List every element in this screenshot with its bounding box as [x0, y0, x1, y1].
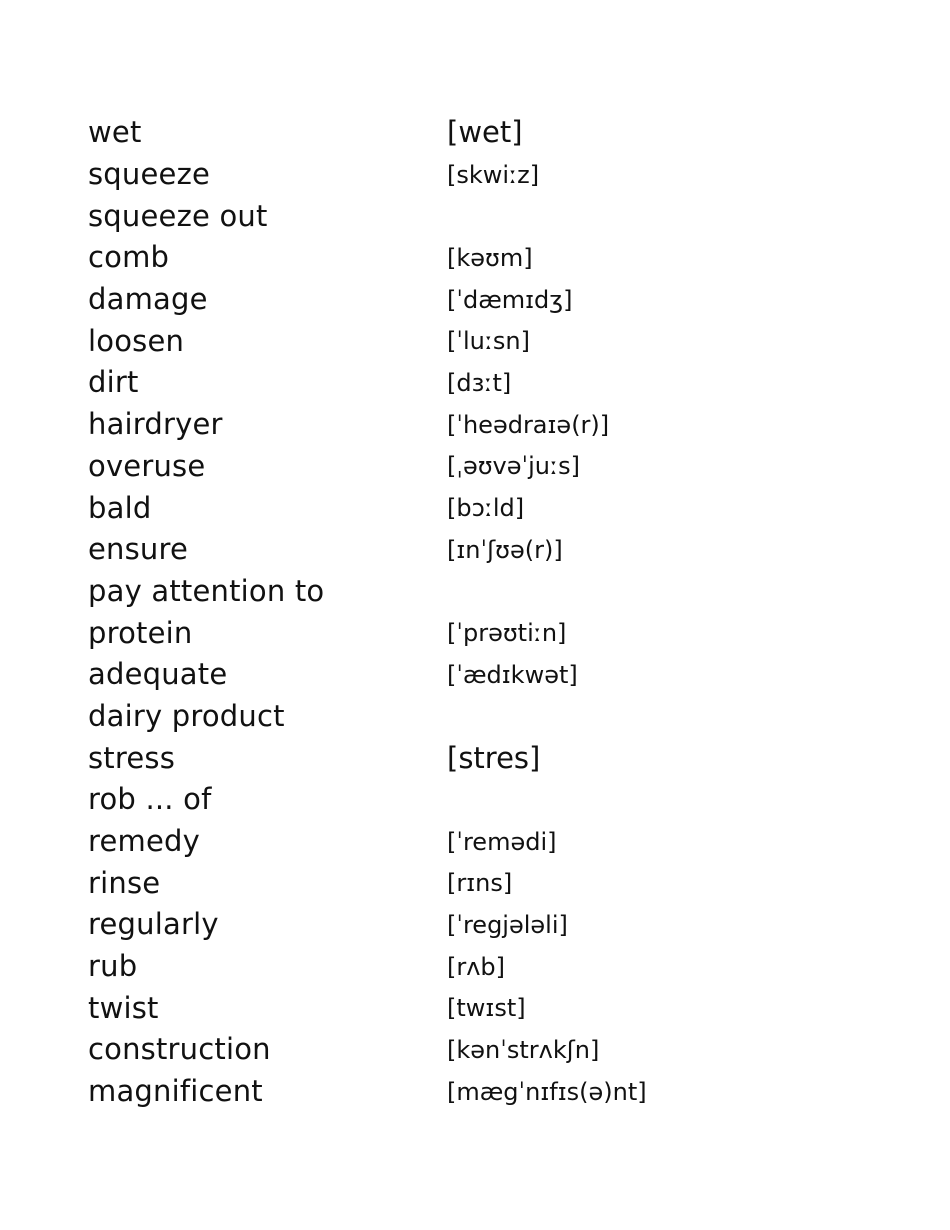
vocab-row — [88, 654, 868, 696]
vocab-row — [88, 821, 868, 863]
vocab-row — [88, 320, 868, 362]
vocab-word: hairdryer — [88, 407, 223, 442]
vocab-row — [88, 529, 868, 571]
vocab-row — [88, 195, 868, 237]
vocab-row — [88, 571, 868, 613]
vocab-word: construction — [88, 1032, 271, 1067]
vocab-row — [88, 154, 868, 196]
vocab-phonetic: [bɔːld] — [447, 494, 525, 523]
vocab-word: dirt — [88, 365, 139, 400]
vocab-word: pay attention to — [88, 573, 325, 608]
vocab-word: overuse — [88, 448, 206, 483]
vocab-row — [88, 1029, 868, 1071]
vocab-phonetic: [kənˈstrʌkʃn] — [447, 1035, 600, 1064]
vocab-row — [88, 987, 868, 1029]
vocab-row — [88, 1071, 868, 1113]
vocab-phonetic: [mægˈnɪfɪs(ə)nt] — [447, 1077, 647, 1106]
vocab-word: regularly — [88, 907, 219, 942]
vocab-phonetic: [kəʊm] — [447, 243, 533, 272]
vocab-phonetic: [skwiːz] — [447, 160, 540, 189]
vocab-phonetic: [ˈædɪkwət] — [447, 660, 578, 689]
vocab-phonetic: [ˈremədi] — [447, 827, 557, 856]
vocab-row — [88, 696, 868, 738]
vocab-row — [88, 737, 868, 779]
vocab-phonetic: [dɜːt] — [447, 368, 512, 397]
vocabulary-list — [88, 112, 868, 1113]
vocab-word: ensure — [88, 532, 189, 567]
vocab-row — [88, 279, 868, 321]
vocab-word: stress — [88, 740, 176, 775]
vocab-phonetic: [stres] — [447, 740, 541, 775]
vocab-word: bald — [88, 490, 152, 525]
vocab-word: twist — [88, 990, 159, 1025]
vocab-word: magnificent — [88, 1074, 263, 1109]
vocab-row — [88, 446, 868, 488]
vocab-phonetic: [ˈluːsn] — [447, 327, 531, 356]
vocab-word: wet — [88, 115, 142, 150]
vocab-row — [88, 612, 868, 654]
vocab-phonetic: [rʌb] — [447, 952, 506, 981]
vocab-word: loosen — [88, 323, 185, 358]
vocab-row — [88, 487, 868, 529]
vocab-phonetic: [ˈprəʊtiːn] — [447, 619, 567, 648]
vocab-phonetic: [ˈdæmɪdʒ] — [447, 285, 573, 314]
vocab-phonetic: [ˈregjələli] — [447, 910, 568, 939]
vocab-row — [88, 904, 868, 946]
vocab-row — [88, 946, 868, 988]
vocab-phonetic: [ˈheədraɪə(r)] — [447, 410, 610, 439]
vocab-word: protein — [88, 615, 193, 650]
vocab-word: comb — [88, 240, 170, 275]
vocab-word: dairy product — [88, 698, 285, 733]
vocab-phonetic: [ˌəʊvəˈjuːs] — [447, 452, 580, 481]
vocab-word: rob ... of — [88, 782, 212, 817]
vocab-row — [88, 862, 868, 904]
vocab-word: rub — [88, 949, 138, 984]
vocab-word: adequate — [88, 657, 228, 692]
vocab-row — [88, 404, 868, 446]
vocab-row — [88, 779, 868, 821]
vocab-row — [88, 237, 868, 279]
vocab-phonetic: [wet] — [447, 115, 523, 150]
vocab-phonetic: [twɪst] — [447, 994, 526, 1023]
vocab-word: rinse — [88, 865, 161, 900]
vocab-phonetic: [ɪnˈʃʊə(r)] — [447, 535, 563, 564]
vocab-word: damage — [88, 282, 208, 317]
vocab-word: remedy — [88, 824, 200, 859]
vocab-row — [88, 112, 868, 154]
vocab-row — [88, 362, 868, 404]
vocab-phonetic: [rɪns] — [447, 869, 513, 898]
vocab-word: squeeze — [88, 157, 211, 192]
vocab-word: squeeze out — [88, 198, 268, 233]
